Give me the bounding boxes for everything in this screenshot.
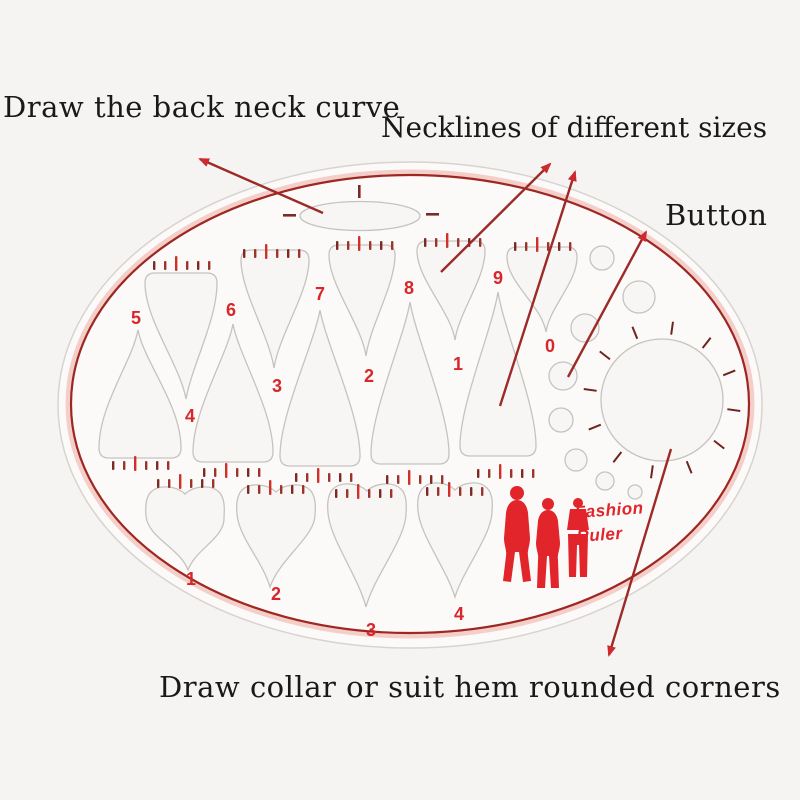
logo-text-line2: Ruler	[575, 523, 624, 546]
button-circle	[549, 408, 573, 432]
size-number: 8	[403, 278, 415, 298]
button-circle	[590, 246, 614, 270]
figure-silhouette-head	[510, 486, 524, 500]
dash-left	[283, 214, 296, 217]
size-number: 0	[544, 336, 556, 356]
button-circle	[565, 449, 587, 471]
figure-silhouette-head	[542, 498, 554, 510]
logo-text-line1: Fashion	[574, 498, 645, 523]
size-number: 3	[365, 620, 377, 640]
annotation-necklines: Necklines of different sizes	[381, 111, 768, 144]
size-number: 9	[492, 268, 504, 288]
size-number: 2	[363, 366, 375, 386]
size-number: 3	[271, 376, 283, 396]
annotation-rounded-corners: Draw collar or suit hem rounded corners	[159, 670, 781, 704]
tick	[358, 185, 361, 198]
button-circle	[623, 281, 655, 313]
size-number: 4	[184, 406, 196, 426]
size-number: 6	[225, 300, 237, 320]
size-number: 7	[314, 284, 326, 304]
size-number: 5	[130, 308, 142, 328]
size-number: 1	[185, 569, 197, 589]
size-number: 2	[270, 584, 282, 604]
button-circle	[596, 472, 614, 490]
annotation-back-neck: Draw the back neck curve	[3, 90, 401, 124]
button-circle-large	[601, 339, 723, 461]
size-number: 1	[452, 354, 464, 374]
size-number: 4	[453, 604, 465, 624]
dash-right	[426, 213, 439, 216]
annotation-button: Button	[665, 198, 768, 232]
button-circle	[628, 485, 642, 499]
